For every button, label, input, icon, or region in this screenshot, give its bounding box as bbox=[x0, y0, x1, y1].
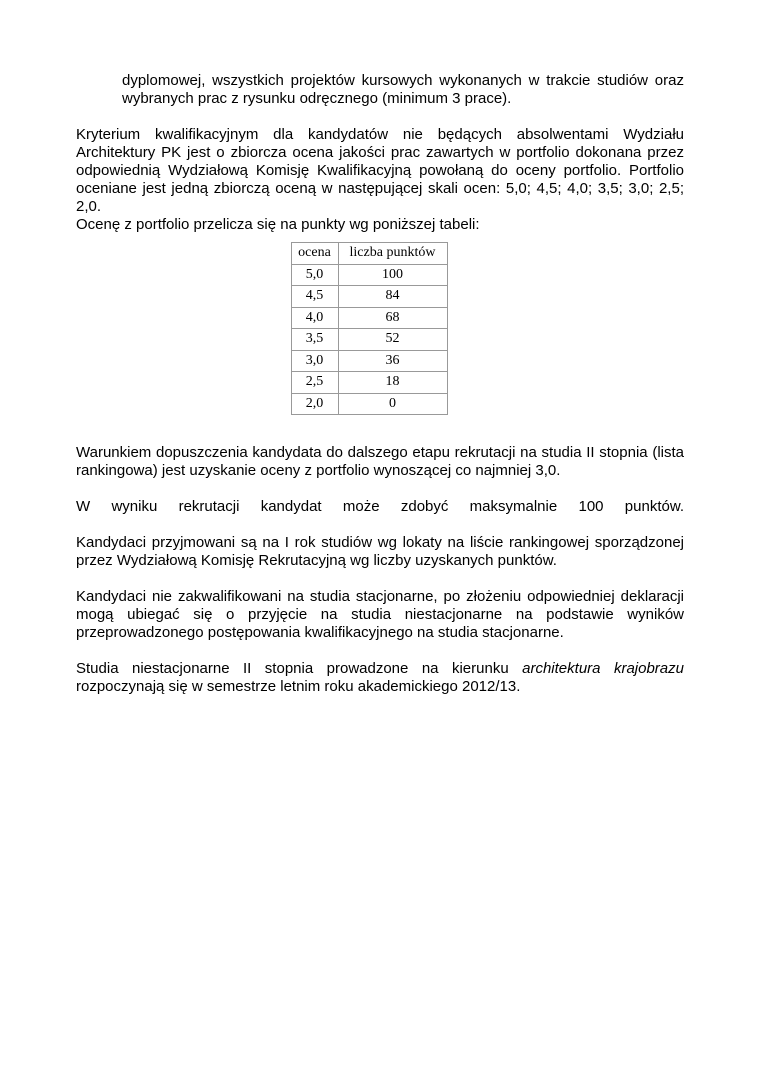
table-header-points: liczba punktów bbox=[338, 243, 447, 265]
table-cell-points: 52 bbox=[338, 329, 447, 351]
table-cell-grade: 3,5 bbox=[291, 329, 338, 351]
document-page bbox=[76, 72, 684, 696]
table-row bbox=[291, 307, 447, 329]
table-row bbox=[291, 286, 447, 308]
table-header-row bbox=[291, 243, 447, 265]
table-cell-points: 0 bbox=[338, 393, 447, 415]
table-cell-grade: 2,5 bbox=[291, 372, 338, 394]
table-row bbox=[291, 372, 447, 394]
paragraph-table-intro: Ocenę z portfolio przelicza się na punkty wg poniższej tabeli: bbox=[76, 216, 480, 233]
table-cell-grade: 4,5 bbox=[291, 286, 338, 308]
paragraph-diploma-works: dyplomowej, wszystkich projektów kursowych wykonanych w trakcie studiów oraz wybranych prac z rysunku odręcznego (minimum 3 prace). bbox=[122, 72, 684, 107]
table-row bbox=[291, 350, 447, 372]
table-cell-points: 18 bbox=[338, 372, 447, 394]
table-cell-grade: 3,0 bbox=[291, 350, 338, 372]
grade-points-table bbox=[291, 242, 448, 415]
paragraph-part-time-start-before: Studia niestacjonarne II stopnia prowadzone na kierunku bbox=[76, 660, 523, 677]
table-row bbox=[291, 264, 447, 286]
table-cell-grade: 5,0 bbox=[291, 264, 338, 286]
table-cell-points: 68 bbox=[338, 307, 447, 329]
table-cell-grade: 2,0 bbox=[291, 393, 338, 415]
paragraph-admission-condition: Warunkiem dopuszczenia kandydata do dalszego etapu rekrutacji na studia II stopnia (lista rankingowa) jest uzyskanie oceny z portfolio wynoszącej co najmniej 3,0. bbox=[76, 444, 684, 479]
paragraph-max-points: W wyniku rekrutacji kandydat może zdobyć maksymalnie 100 punktów. bbox=[76, 498, 684, 515]
paragraph-part-time-start-after: rozpoczynają się w semestrze letnim roku akademickiego 2012/13. bbox=[76, 678, 521, 695]
table-row bbox=[291, 329, 447, 351]
paragraph-qualification-criterion: Kryterium kwalifikacyjnym dla kandydatów nie będących absolwentami Wydziału Architektury PK jest o zbiorcza ocena jakości prac zawartych w portfolio dokonana przez odpowiednią Wydziałową Komisję Kwalifikacyjną powołaną do oceny portfolio. Portfolio oceniane jest jedną zbiorczą oceną w następującej skali ocen: 5,0; 4,5; 4,0; 3,5; 3,0; 2,5; 2,0. bbox=[76, 126, 684, 215]
table-cell-grade: 4,0 bbox=[291, 307, 338, 329]
paragraph-part-time-option: Kandydaci nie zakwalifikowani na studia stacjonarne, po złożeniu odpowiedniej deklaracji mogą ubiegać się o przyjęcie na studia niestacjonarne na podstawie wyników przeprowadzonego postępowania kwalifikacyjnego na studia stacjonarne. bbox=[76, 588, 684, 641]
table-cell-points: 36 bbox=[338, 350, 447, 372]
table-cell-points: 100 bbox=[338, 264, 447, 286]
paragraph-ranking: Kandydaci przyjmowani są na I rok studiów wg lokaty na liście rankingowej sporządzonej przez Wydziałową Komisję Rekrutacyjną wg liczby uzyskanych punktów. bbox=[76, 534, 684, 569]
table-row bbox=[291, 393, 447, 415]
table-header-grade: ocena bbox=[291, 243, 338, 265]
paragraph-part-time-start bbox=[76, 660, 684, 696]
table-cell-points: 84 bbox=[338, 286, 447, 308]
grade-points-table-wrapper bbox=[76, 242, 684, 415]
field-of-study-name: architektura krajobrazu bbox=[522, 660, 684, 677]
